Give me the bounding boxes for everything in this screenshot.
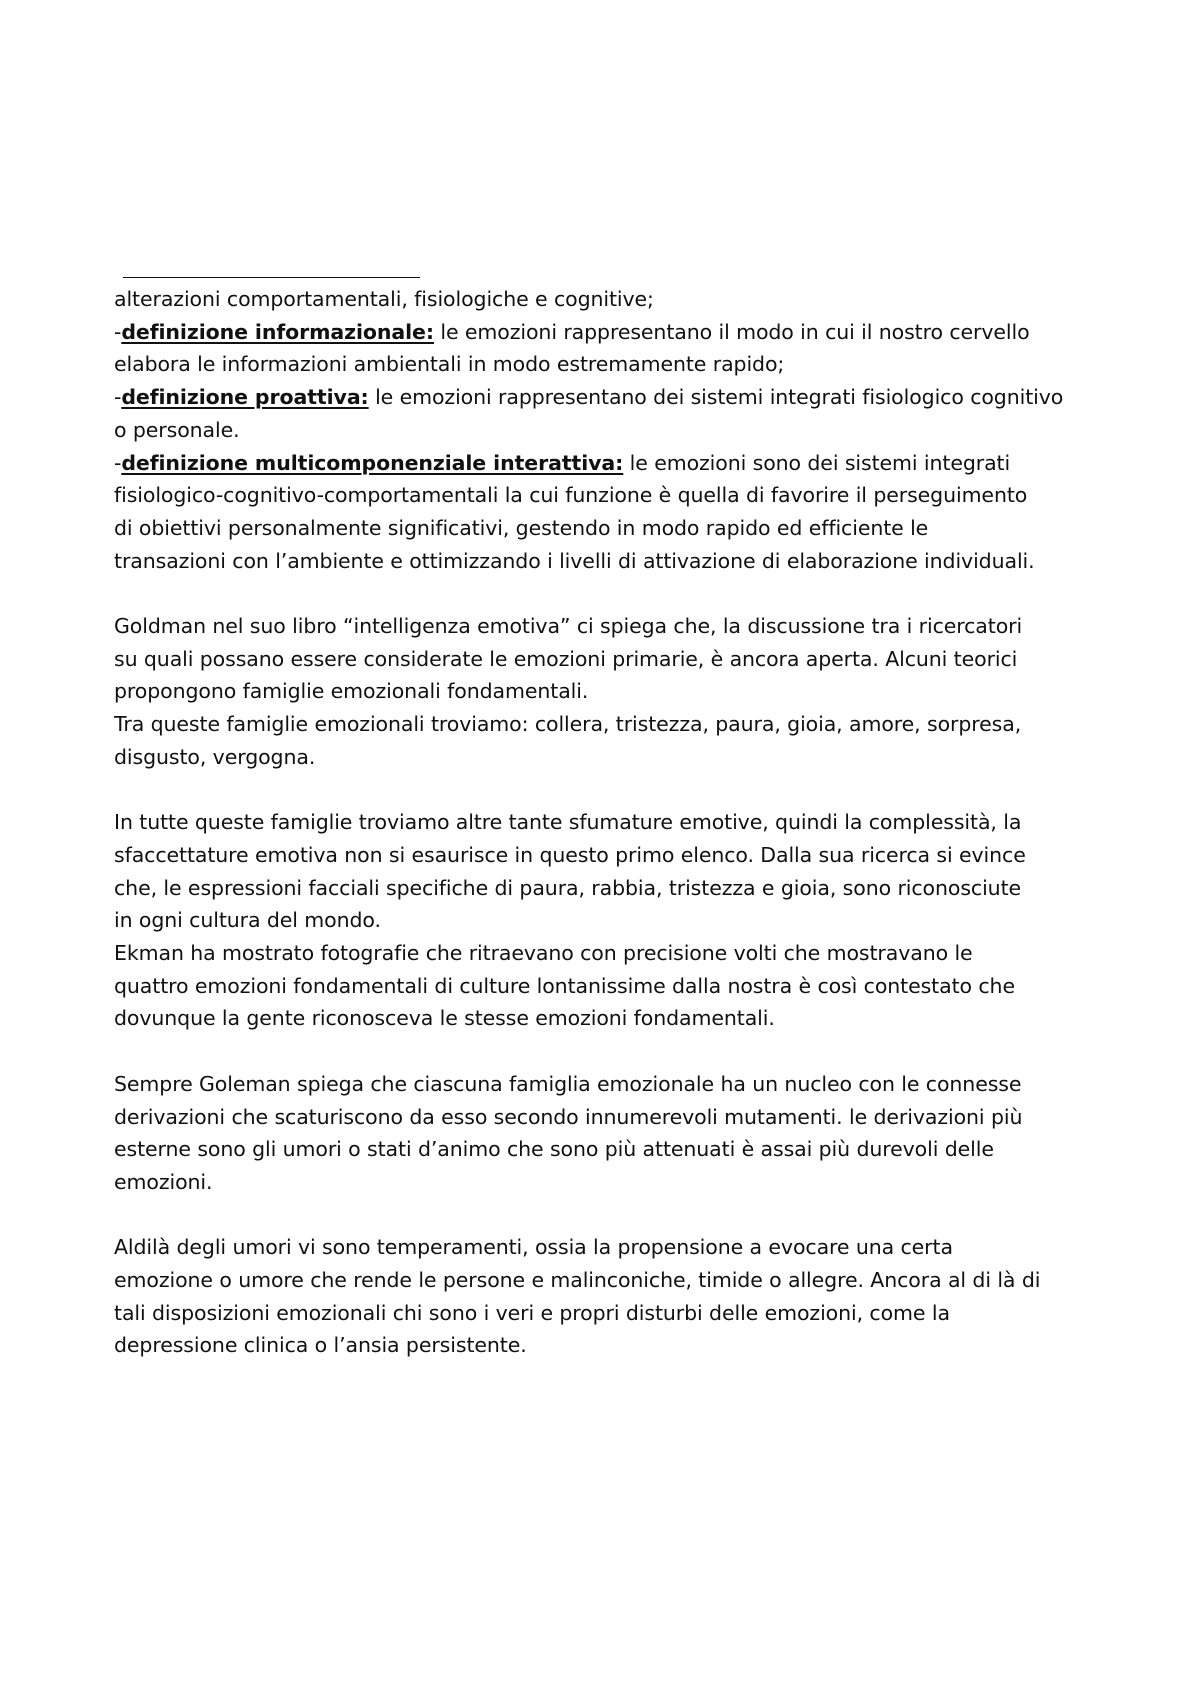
text-line: Tra queste famiglie emozionali troviamo: collera, tristezza, paura, gioia, amore, sorpresa, [114,712,1022,737]
text-line: fisiologico-cognitivo-comportamentali la cui funzione è quella di favorire il perseguimento [114,483,1028,508]
term-definizione-proattiva: definizione proattiva: [121,385,369,410]
definition-multicomponenziale-line [114,447,1114,480]
term-definizione-informazionale: definizione informazionale: [121,319,434,344]
text-line: emozioni. [114,1169,213,1194]
definition-informazionale-line [114,316,1114,349]
text-line: Sempre Goleman spiega che ciascuna famiglia emozionale ha un nucleo con le connesse [114,1071,1022,1096]
text-line: derivazioni che scaturiscono da esso secondo innumerevoli mutamenti. le derivazioni più [114,1104,1023,1129]
text-line: In tutte queste famiglie troviamo altre tante sfumature emotive, quindi la complessità, la [114,810,1022,835]
paragraph-gap [114,774,1114,807]
text-line: esterne sono gli umori o stati d’animo che sono più attenuati è assai più durevoli delle [114,1137,994,1162]
footnote-separator-rule [123,277,420,278]
text-line: tali disposizioni emozionali chi sono i veri e propri disturbi delle emozioni, come la [114,1300,950,1325]
list-dash: - [114,319,122,344]
text-line: o personale. [114,417,240,442]
paragraph-gap [114,577,1114,610]
text-line: su quali possano essere considerate le emozioni primarie, è ancora aperta. Alcuni teorici [114,646,1018,671]
definition-text: le emozioni rappresentano dei sistemi integrati fisiologico cognitivo [368,385,1064,410]
text-line: Ekman ha mostrato fotografie che ritraevano con precisione volti che mostravano le [114,941,973,966]
term-definizione-multicomponenziale-interattiva: definizione multicomponenziale interattiva: [121,450,624,475]
text-line: transazioni con l’ambiente e ottimizzando i livelli di attivazione di elaborazione individuali. [114,548,1035,573]
paragraph-gap [114,1199,1114,1232]
text-line: Aldilà degli umori vi sono temperamenti, ossia la propensione a evocare una certa [114,1235,953,1260]
list-dash: - [114,450,122,475]
text-line: alterazioni comportamentali, fisiologiche e cognitive; [114,287,654,311]
text-line: quattro emozioni fondamentali di culture lontanissime dalla nostra è così contestato che [114,973,1015,998]
text-line: in ogni cultura del mondo. [114,908,381,933]
text-line: dovunque la gente riconosceva le stesse emozioni fondamentali. [114,1006,775,1031]
text-line: emozione o umore che rende le persone e malinconiche, timide o allegre. Ancora al di là di [114,1268,1041,1293]
text-line: che, le espressioni facciali specifiche di paura, rabbia, tristezza e gioia, sono riconosciute [114,875,1022,900]
list-dash: - [114,385,122,410]
text-line: elabora le informazioni ambientali in modo estremamente rapido; [114,352,785,377]
text-line: propongono famiglie emozionali fondamentali. [114,679,589,704]
document-body [114,283,1114,1362]
definition-text: le emozioni rappresentano il modo in cui il nostro cervello [433,319,1030,344]
text-line: Goldman nel suo libro “intelligenza emotiva” ci spiega che, la discussione tra i ricercatori [114,614,1023,639]
paragraph-gap [114,1035,1114,1068]
text-line: sfaccettature emotiva non si esaurisce in questo primo elenco. Dalla sua ricerca si evince [114,842,1026,867]
definition-text: le emozioni sono dei sistemi integrati [623,450,1011,475]
text-line: di obiettivi personalmente significativi, gestendo in modo rapido ed efficiente le [114,515,929,540]
text-line: disgusto, vergogna. [114,744,316,769]
definition-proattiva-line [114,381,1114,414]
text-line: depressione clinica o l’ansia persistente. [114,1333,527,1358]
